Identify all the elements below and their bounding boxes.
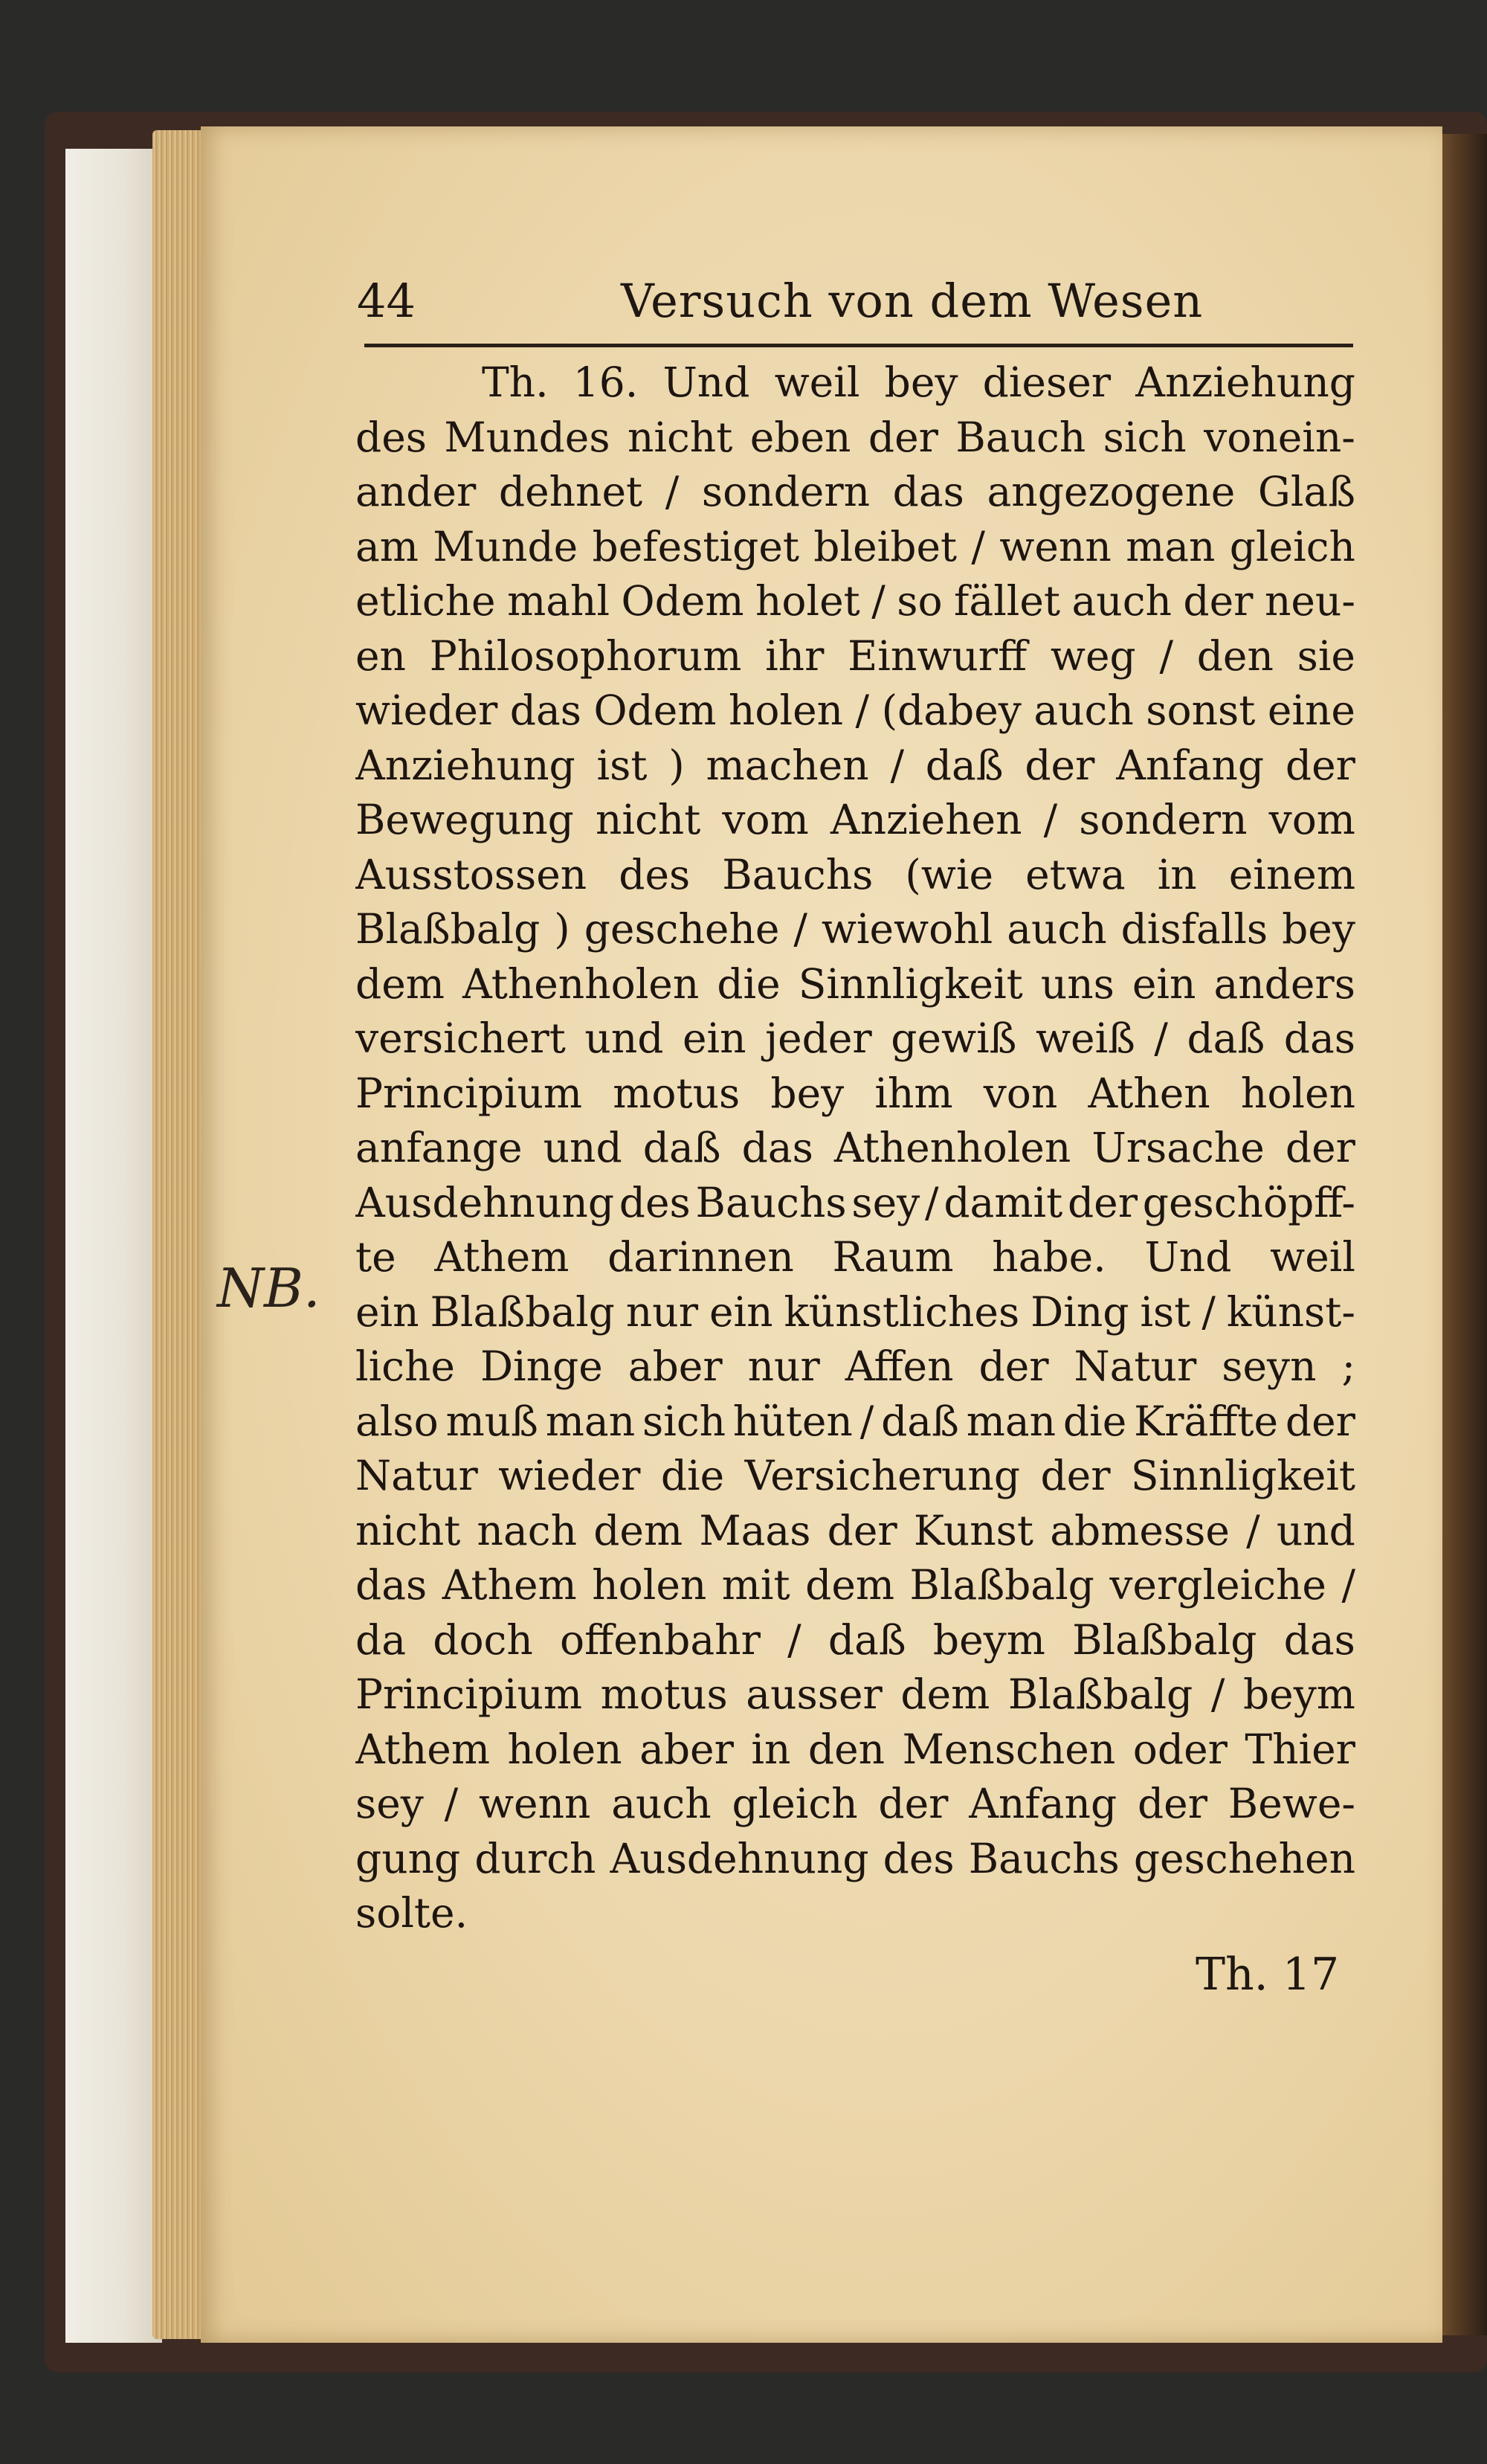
text-line: nicht nach dem Maas der Kunst abmesse / und xyxy=(355,1506,1355,1554)
text-line: Bewegung nicht vom Anziehen / sondern vom xyxy=(355,796,1355,843)
text-line: da doch offenbahr / daß beym Blaßbalg das xyxy=(355,1615,1355,1664)
text-line: also muß man sich hüten / daß man die Kräffte der xyxy=(355,1397,1355,1445)
text-line: Th. 16. Und weil bey dieser Anziehung xyxy=(482,358,1355,406)
text-line: etliche mahl Odem holet / so fället auch der neu- xyxy=(355,577,1355,625)
text-line: solte. xyxy=(355,1889,468,1937)
text-line: anfange und daß das Athenholen Ursache der xyxy=(355,1124,1355,1171)
text-line: en Philosophorum ihr Einwurff weg / den sie xyxy=(355,631,1355,680)
marginal-note: NB. xyxy=(217,1257,320,1319)
book-gutter xyxy=(1442,134,1487,2335)
text-line: Principium motus ausser dem Blaßbalg / beym xyxy=(355,1670,1355,1718)
text-line: Ausdehnung des Bauchs sey / damit der geschöpff- xyxy=(355,1178,1355,1226)
text-line: Athem holen aber in den Menschen oder Thier xyxy=(355,1725,1355,1773)
running-title: Versuch von dem Wesen xyxy=(621,274,1204,328)
text-line: liche Dinge aber nur Affen der Natur seyn ; xyxy=(355,1342,1355,1390)
catchword: Th. 17 xyxy=(1196,1949,1340,2001)
text-line: sey / wenn auch gleich der Anfang der Bewe- xyxy=(355,1780,1355,1827)
text-line: dem Athenholen die Sinnligkeit uns ein anders xyxy=(355,959,1355,1008)
text-line: des Mundes nicht eben der Bauch sich vonein- xyxy=(355,413,1355,461)
text-line: ein Blaßbalg nur ein künstliches Ding ist / künst- xyxy=(355,1287,1355,1336)
body-text xyxy=(355,356,1355,1941)
page-header xyxy=(357,274,1361,341)
text-line: Anziehung ist ) machen / daß der Anfang der xyxy=(355,741,1355,789)
text-line: das Athem holen mit dem Blaßbalg vergleiche / xyxy=(355,1561,1355,1609)
text-line: am Munde befestiget bleibet / wenn man gleich xyxy=(355,522,1355,570)
text-line: Natur wieder die Versicherung der Sinnligkeit xyxy=(355,1452,1355,1499)
text-line: Blaßbalg ) geschehe / wiewohl auch disfalls bey xyxy=(355,905,1355,953)
facing-page-edge xyxy=(65,149,162,2343)
text-line: versichert und ein jeder gewiß weiß / daß das xyxy=(355,1014,1355,1062)
text-line: gung durch Ausdehnung des Bauchs geschehen xyxy=(355,1834,1355,1882)
text-line: ander dehnet / sondern das angezogene Glaß xyxy=(355,468,1355,515)
text-line: wieder das Odem holen / (dabey auch sonst eine xyxy=(355,686,1355,734)
page-number: 44 xyxy=(357,274,416,328)
header-rule xyxy=(364,344,1353,347)
text-line: te Athem darinnen Raum habe. Und weil xyxy=(355,1233,1355,1281)
text-line: Principium motus bey ihm von Athen holen xyxy=(355,1069,1355,1117)
text-line: Ausstossen des Bauchs (wie etwa in einem xyxy=(355,850,1355,898)
